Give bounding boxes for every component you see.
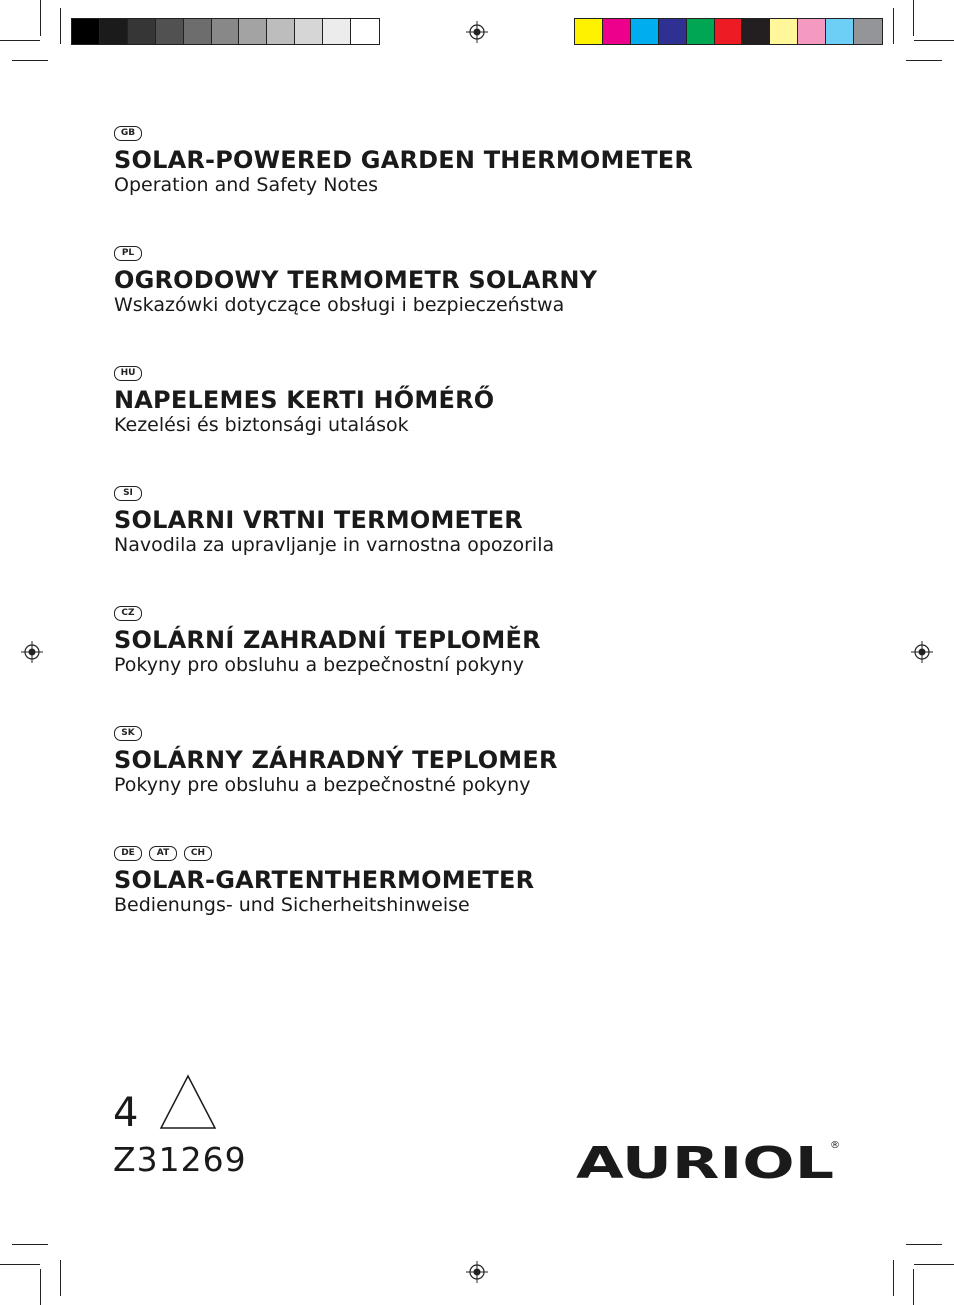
section-title: SOLÁRNY ZÁHRADNÝ TEPLOMER (114, 746, 558, 774)
registered-mark: ® (830, 1140, 840, 1151)
section-subtitle: Wskazówki dotyczące obsługi i bezpieczeństwa (114, 294, 565, 316)
color-swatch (631, 19, 659, 44)
country-code-badge: CZ (114, 606, 142, 621)
color-swatch (239, 19, 267, 44)
crop-mark (40, 1269, 41, 1305)
section-subtitle: Bedienungs- und Sicherheitshinweise (114, 894, 470, 916)
registration-mark-icon (466, 21, 488, 43)
brand-name: AURIOL (576, 1138, 834, 1184)
country-code-badge: SI (114, 486, 142, 501)
color-swatch (212, 19, 240, 44)
country-codes (114, 606, 541, 621)
crop-mark (913, 1269, 914, 1305)
section-title: SOLARNI VRTNI TERMOMETER (114, 506, 523, 534)
section-title: OGRODOWY TERMOMETR SOLARNY (114, 266, 598, 294)
crop-mark (12, 60, 48, 61)
crop-mark (0, 40, 40, 41)
grayscale-strip (71, 18, 380, 45)
color-swatch (770, 19, 798, 44)
crop-mark (893, 8, 894, 44)
color-swatch (128, 19, 156, 44)
crop-mark (913, 0, 914, 36)
country-codes (114, 486, 554, 501)
registration-mark-icon (21, 641, 43, 663)
section-title: NAPELEMES KERTI HŐMÉRŐ (114, 386, 495, 414)
color-swatch (100, 19, 128, 44)
country-code-badge: DE (114, 846, 142, 861)
section-title: SOLAR-GARTENTHERMOMETER (114, 866, 535, 894)
country-code-badge: AT (149, 846, 177, 861)
crop-mark (914, 1264, 954, 1265)
page-number: 4 (113, 1090, 139, 1136)
language-section (114, 486, 554, 556)
country-code-badge: CH (184, 846, 212, 861)
country-codes (114, 366, 494, 381)
section-subtitle: Navodila za upravljanje in varnostna opozorila (114, 534, 555, 556)
crop-mark (60, 8, 61, 44)
crop-mark (40, 0, 41, 36)
color-swatch (715, 19, 743, 44)
language-section (114, 726, 558, 796)
country-code-badge: HU (114, 366, 142, 381)
auriol-logo-icon (576, 1134, 842, 1184)
registration-mark-icon (911, 641, 933, 663)
warning-triangle-icon (158, 1074, 218, 1130)
crop-mark (0, 1264, 40, 1265)
country-code-badge: GB (114, 126, 142, 141)
color-swatch (603, 19, 631, 44)
section-subtitle: Kezelési és biztonsági utalások (114, 414, 409, 436)
section-title: SOLAR-POWERED GARDEN THERMOMETER (114, 146, 694, 174)
section-subtitle: Pokyny pro obsluhu a bezpečnostní pokyny (114, 654, 524, 676)
color-swatch (742, 19, 770, 44)
color-strip (574, 18, 883, 45)
color-swatch (351, 19, 379, 44)
country-codes (114, 126, 693, 141)
language-section (114, 126, 693, 196)
registration-mark-icon (466, 1261, 488, 1283)
section-subtitle: Operation and Safety Notes (114, 174, 379, 196)
color-swatch (156, 19, 184, 44)
crop-mark (906, 60, 942, 61)
country-codes (114, 846, 534, 861)
color-swatch (72, 19, 100, 44)
country-codes (114, 246, 597, 261)
crop-mark (914, 40, 954, 41)
color-swatch (295, 19, 323, 44)
section-title: SOLÁRNÍ ZAHRADNÍ TEPLOMĚR (114, 626, 541, 654)
color-swatch (184, 19, 212, 44)
country-code-badge: SK (114, 726, 142, 741)
model-number: Z31269 (113, 1140, 247, 1179)
color-swatch (575, 19, 603, 44)
crop-mark (893, 1260, 894, 1296)
color-swatch (323, 19, 351, 44)
language-section (114, 366, 494, 436)
color-swatch (267, 19, 295, 44)
crop-mark (12, 1244, 48, 1245)
color-swatch (854, 19, 882, 44)
color-swatch (826, 19, 854, 44)
country-codes (114, 726, 558, 741)
section-subtitle: Pokyny pre obsluhu a bezpečnostné pokyny (114, 774, 531, 796)
color-swatch (798, 19, 826, 44)
crop-mark (60, 1260, 61, 1296)
color-swatch (659, 19, 687, 44)
language-section (114, 846, 534, 916)
language-section (114, 606, 541, 676)
crop-mark (906, 1244, 942, 1245)
country-code-badge: PL (114, 246, 142, 261)
color-swatch (687, 19, 715, 44)
language-section (114, 246, 597, 316)
